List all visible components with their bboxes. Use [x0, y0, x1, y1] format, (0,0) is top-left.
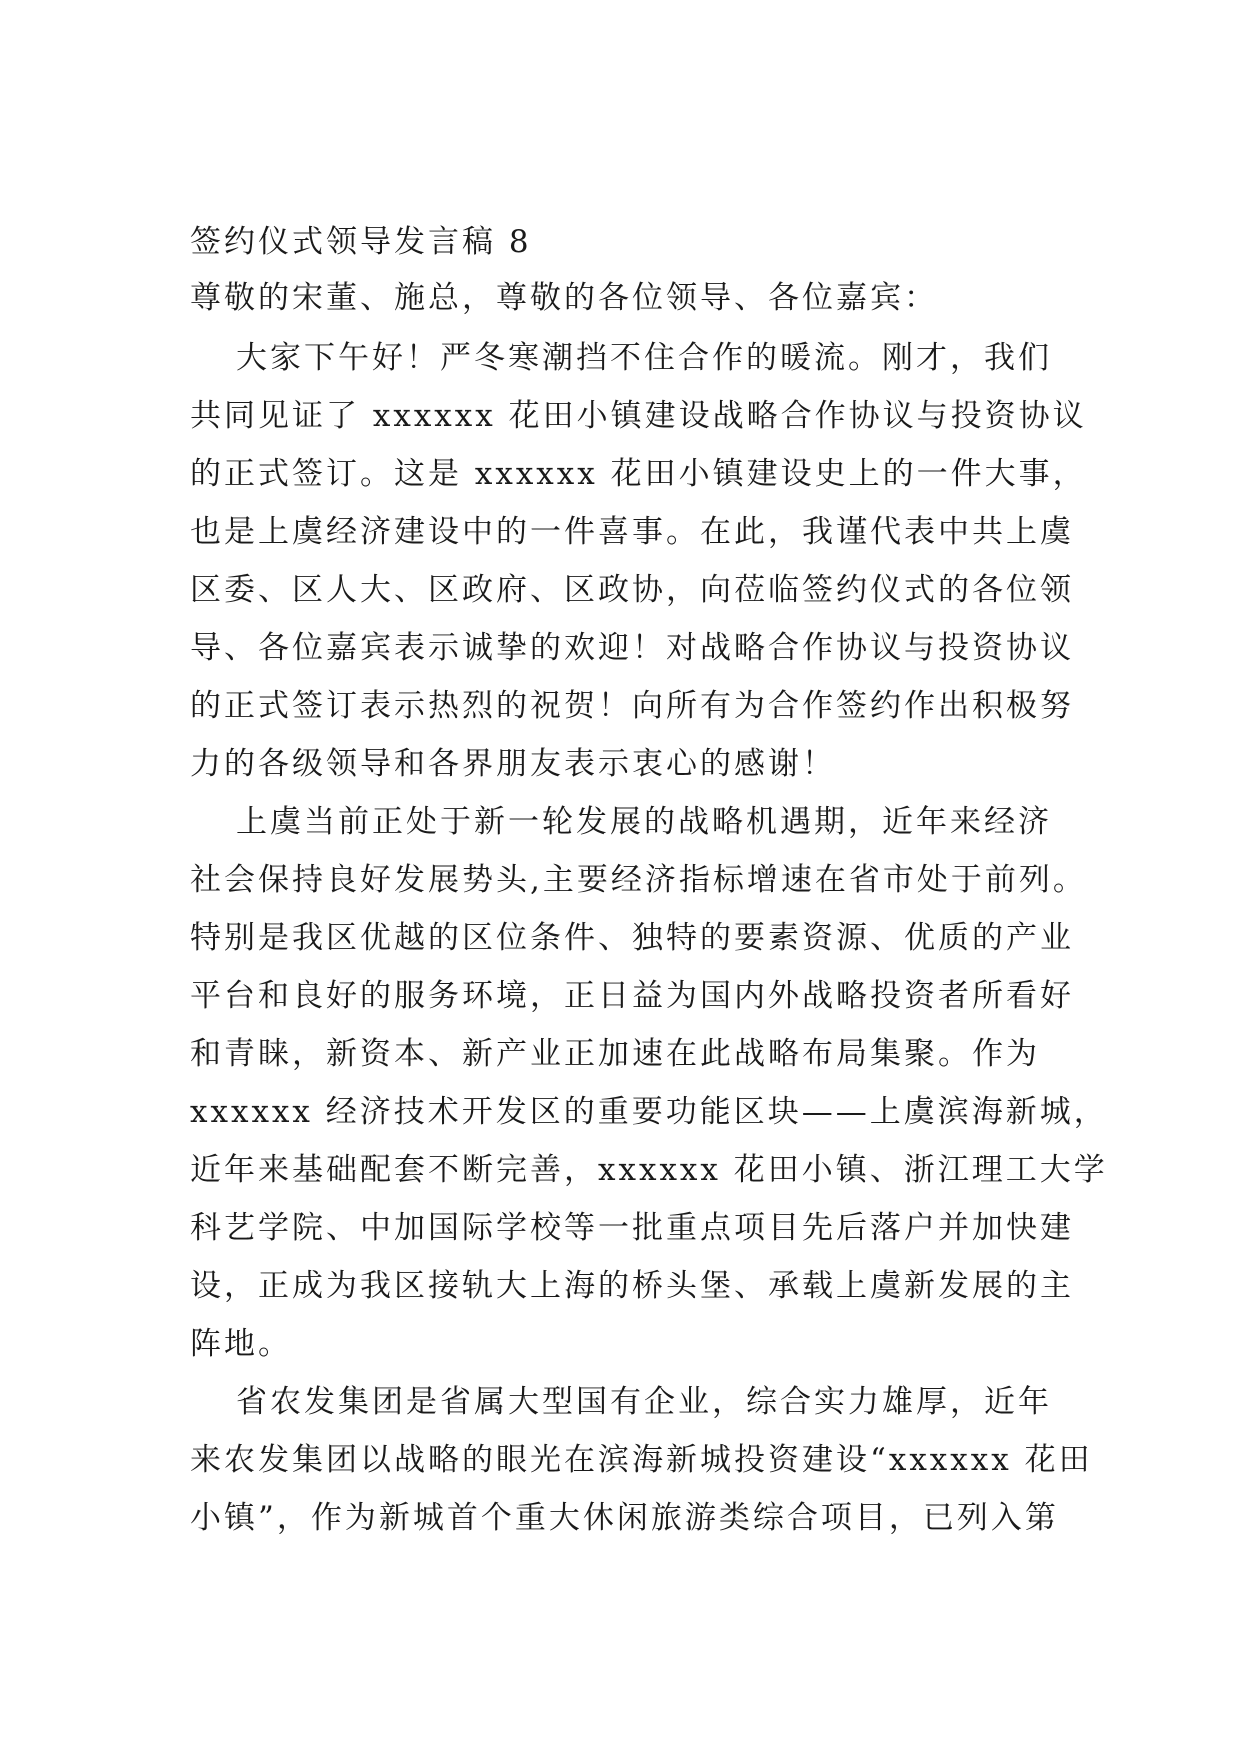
document-title: 签约仪式领导发言稿 8	[190, 224, 532, 260]
paragraph-3-line-2: 来农发集团以战略的眼光在滨海新城投资建设“xxxxxx 花田	[190, 1442, 1093, 1478]
paragraph-1-line-3: 的正式签订。这是 xxxxxx 花田小镇建设史上的一件大事，	[190, 456, 1087, 492]
paragraph-2-line-4: 平台和良好的服务环境，正日益为国内外战略投资者所看好	[190, 978, 1074, 1014]
paragraph-2-line-5: 和青睐，新资本、新产业正加速在此战略布局集聚。作为	[190, 1036, 1040, 1072]
paragraph-1-line-5: 区委、区人大、区政府、区政协，向莅临签约仪式的各位领	[190, 572, 1074, 608]
paragraph-1-line-8: 力的各级领导和各界朋友表示衷心的感谢！	[190, 746, 836, 782]
paragraph-3-line-3: 小镇”，作为新城首个重大休闲旅游类综合项目，已列入第	[190, 1500, 1059, 1536]
paragraph-1-line-2: 共同见证了 xxxxxx 花田小镇建设战略合作协议与投资协议	[190, 398, 1087, 434]
paragraph-2-line-2: 社会保持良好发展势头,主要经济指标增速在省市处于前列。	[190, 862, 1087, 898]
paragraph-2-line-9: 设，正成为我区接轨大上海的桥头堡、承载上虞新发展的主	[190, 1268, 1074, 1304]
paragraph-2-line-7: 近年来基础配套不断完善，xxxxxx 花田小镇、浙江理工大学	[190, 1152, 1108, 1188]
paragraph-3-line-1: 省农发集团是省属大型国有企业，综合实力雄厚，近年	[236, 1384, 1052, 1420]
salutation: 尊敬的宋董、施总，尊敬的各位领导、各位嘉宾：	[190, 280, 938, 316]
paragraph-1-line-6: 导、各位嘉宾表示诚挚的欢迎！对战略合作协议与投资协议	[190, 630, 1074, 666]
paragraph-2-line-1: 上虞当前正处于新一轮发展的战略机遇期，近年来经济	[236, 804, 1052, 840]
paragraph-1-line-4: 也是上虞经济建设中的一件喜事。在此，我谨代表中共上虞	[190, 514, 1074, 550]
paragraph-1-line-1: 大家下午好！严冬寒潮挡不住合作的暖流。刚才，我们	[236, 340, 1052, 376]
paragraph-2-line-6: xxxxxx 经济技术开发区的重要功能区块——上虞滨海新城，	[190, 1094, 1108, 1130]
paragraph-2-line-3: 特别是我区优越的区位条件、独特的要素资源、优质的产业	[190, 920, 1074, 956]
paragraph-2-line-8: 科艺学院、中加国际学校等一批重点项目先后落户并加快建	[190, 1210, 1074, 1246]
paragraph-1-line-7: 的正式签订表示热烈的祝贺！向所有为合作签约作出积极努	[190, 688, 1074, 724]
paragraph-2-line-10: 阵地。	[190, 1326, 292, 1362]
